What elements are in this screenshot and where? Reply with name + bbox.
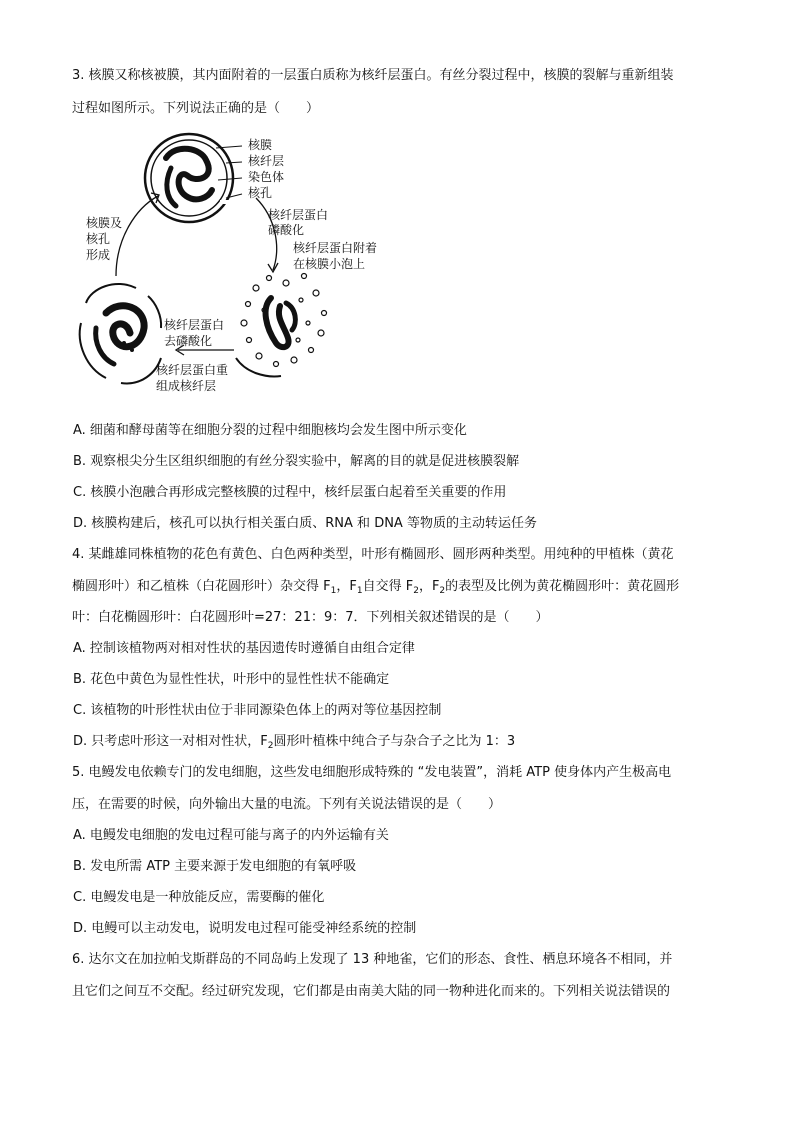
q6-stem-line2: 且它们之间互不交配。经过研究发现，它们都是由南美大陆的同一物种进化而来的。下列相关说法错误的 (72, 984, 671, 999)
q6-stem-line1: 6. 达尔文在加拉帕戈斯群岛的不同岛屿上发现了 13 种地雀，它们的形态、食性、栖息环境各不相同，并 (72, 952, 673, 967)
q4-option-b: B. 花色中黄色为显性性状，叶形中的显性性状不能确定 (73, 672, 390, 687)
q4-stem-line3: 叶：白花椭圆形叶：白花圆形叶=27：21：9：7．下列相关叙述错误的是（ ） (72, 610, 549, 625)
nuclear-envelope-diagram (66, 128, 378, 398)
vesicle-nucleus-icon (236, 274, 327, 377)
q5-option-d: D. 电鳗可以主动发电，说明发电过程可能受神经系统的控制 (73, 921, 417, 936)
label-attach-2: 在核膜小泡上 (293, 257, 366, 271)
reforming-nucleus-icon (80, 284, 161, 383)
label-reassemble-1: 核纤层蛋白重 (156, 363, 229, 377)
label-nuclear-pore: 核孔 (248, 186, 273, 200)
q4-option-d: D. 只考虑叶形这一对相对性状，$F_2$圆形叶植株中纯合子与杂合子之比为 1：3 (73, 734, 516, 751)
q4-option-a: A. 控制该植物两对相对性状的基因遗传时遵循自由组合定律 (73, 641, 415, 656)
label-reassemble-2: 组成核纤层 (156, 379, 217, 393)
label-form-2: 核孔 (86, 232, 111, 246)
label-form-3: 形成 (86, 248, 111, 262)
label-nuclear-membrane: 核膜 (248, 138, 273, 152)
arrow-head-down-icon (268, 263, 278, 272)
q5-stem-line1: 5. 电鳗发电依赖专门的发电细胞，这些发电细胞形成特殊的 “发电装置”，消耗 ATP 使身体内产生极高电 (72, 765, 672, 780)
label-dephos-1: 核纤层蛋白 (164, 318, 225, 332)
q4-option-c: C. 该植物的叶形性状由位于非同源染色体上的两对等位基因控制 (73, 703, 442, 718)
q3-stem-line2: 过程如图所示。下列说法正确的是（ ） (72, 101, 320, 116)
label-chromosome: 染色体 (248, 170, 285, 184)
q5-option-a: A. 电鳗发电细胞的发电过程可能与离子的内外运输有关 (73, 828, 389, 843)
q3-option-a: A. 细菌和酵母菌等在细胞分裂的过程中细胞核均会发生图中所示变化 (73, 423, 467, 438)
label-nuclear-lamina: 核纤层 (248, 154, 285, 168)
q5-stem-line2: 压，在需要的时候，向外输出大量的电流。下列有关说法错误的是（ ） (72, 797, 502, 812)
arrow-up-icon (116, 196, 158, 276)
q3-option-c: C. 核膜小泡融合再形成完整核膜的过程中，核纤层蛋白起着至关重要的作用 (73, 485, 507, 500)
q3-stem-line1: 3. 核膜又称核被膜，其内面附着的一层蛋白质称为核纤层蛋白。有丝分裂过程中，核膜的裂解与重新组装 (72, 68, 674, 83)
label-form-1: 核膜及 (86, 216, 123, 230)
q5-option-b: B. 发电所需 ATP 主要来源于发电细胞的有氧呼吸 (73, 859, 357, 874)
q4-stem-line2: 椭圆形叶）和乙植株（白花圆形叶）杂交得 $F_1$，$F_1$自交得 $F_2$，$F_2$的表型及比例为黄花椭圆形叶：黄花圆形 (72, 579, 680, 596)
q3-option-d: D. 核膜构建后，核孔可以执行相关蛋白质、RNA 和 DNA 等物质的主动转运任务 (73, 516, 537, 531)
q5-option-c: C. 电鳗发电是一种放能反应，需要酶的催化 (73, 890, 325, 905)
label-phosphorylation-2: 磷酸化 (268, 223, 305, 237)
label-attach-1: 核纤层蛋白附着 (293, 241, 378, 255)
q3-option-b: B. 观察根尖分生区组织细胞的有丝分裂实验中，解离的目的就是促进核膜裂解 (73, 454, 520, 469)
q4-stem-line1: 4. 某雌雄同株植物的花色有黄色、白色两种类型，叶形有椭圆形、圆形两种类型。用纯种的甲植株（黄花 (72, 547, 674, 562)
intact-nucleus-icon (145, 134, 242, 222)
label-dephos-2: 去磷酸化 (164, 334, 213, 348)
label-phosphorylation-1: 核纤层蛋白 (268, 208, 329, 222)
